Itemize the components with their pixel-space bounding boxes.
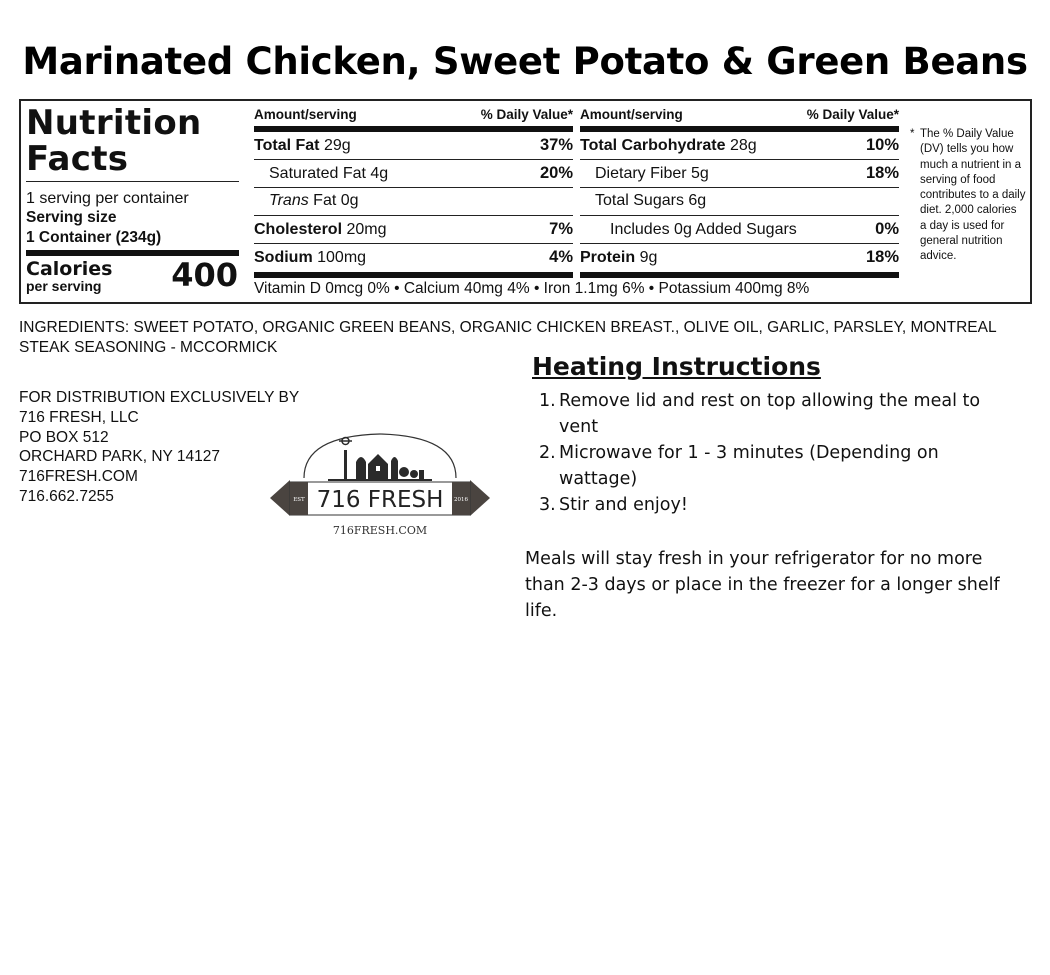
- heating-steps: [532, 388, 992, 518]
- nutrient-amount: Fat 0g: [313, 192, 359, 209]
- nutrient-label: Total Fat: [254, 137, 320, 154]
- header-amount: Amount/serving: [254, 107, 357, 122]
- calories-row: [26, 256, 240, 300]
- nutrient-dv: 4%: [549, 248, 573, 266]
- nutrient-amount: 4g: [370, 165, 389, 182]
- nutrient-row-saturated-fat: [254, 160, 573, 188]
- nutrient-row-protein: [580, 244, 899, 272]
- nutrition-heading-2: Facts: [26, 139, 129, 179]
- nutrient-amount: 100mg: [317, 249, 367, 266]
- farm-silhouette-icon: [328, 438, 432, 482]
- header-amount: Amount/serving: [580, 107, 683, 122]
- step-text: Microwave for 1 - 3 minutes (Depending on wattage): [559, 443, 939, 489]
- nutrient-amount: 29g: [323, 137, 351, 154]
- distributor-phone: 716.662.7255: [19, 487, 114, 505]
- nutrient-amount: 9g: [639, 249, 658, 266]
- step-number: 3.: [539, 495, 556, 515]
- distributor-po-box: PO BOX 512: [19, 428, 109, 446]
- nutrition-heading-1: Nutrition: [26, 103, 202, 143]
- step-text: Stir and enjoy!: [559, 495, 688, 515]
- nutrient-label: Trans: [269, 192, 309, 209]
- nutrient-label: Total Carbohydrate: [580, 137, 726, 154]
- nutrient-dv: 18%: [865, 164, 899, 182]
- nutrient-amount: 20mg: [346, 221, 387, 238]
- daily-value-footnote: [911, 127, 1026, 265]
- nutrient-label: Includes 0g Added Sugars: [610, 221, 797, 238]
- nutrition-summary: [26, 105, 240, 300]
- nutrient-label: Protein: [580, 249, 636, 266]
- logo-url: 716FRESH.COM: [332, 524, 428, 537]
- calories-per-serving: per serving: [26, 278, 102, 294]
- logo-est: EST: [293, 497, 305, 503]
- heating-step: [532, 492, 992, 518]
- nutrient-row-cholesterol: [254, 216, 573, 244]
- nutrient-dv: 18%: [865, 248, 899, 266]
- column-header: [254, 107, 573, 125]
- nutrient-row-dietary-fiber: [580, 160, 899, 188]
- nutrition-facts-panel: [19, 99, 1032, 304]
- nutrient-column-left: [254, 107, 573, 278]
- nutrient-row-trans-fat: [254, 188, 573, 216]
- divider: [26, 181, 239, 182]
- nutrient-label: Dietary Fiber: [595, 165, 687, 182]
- calories-label: Calories: [26, 258, 113, 280]
- nutrient-amount: 6g: [688, 192, 707, 209]
- logo-year: 2016: [454, 497, 468, 503]
- distributor-website: 716FRESH.COM: [19, 468, 138, 486]
- header-dv: % Daily Value*: [480, 107, 573, 122]
- distributor-city: ORCHARD PARK, NY 14127: [19, 448, 221, 466]
- nutrient-dv: 10%: [865, 136, 899, 154]
- product-title: Marinated Chicken, Sweet Potato & Green Beans: [22, 40, 1028, 83]
- nutrient-label: Cholesterol: [254, 221, 343, 238]
- nutrient-amount: 28g: [729, 137, 757, 154]
- nutrient-amount: 5g: [691, 165, 709, 182]
- serving-size-value: 1 Container (234g): [26, 229, 162, 246]
- step-text: Remove lid and rest on top allowing the meal to vent: [559, 391, 981, 437]
- footnote-text: The % Daily Value (DV) tells you how much a nutrient in a serving of food contributes to a daily diet. 2,000 calories a day is used for general nutrition advice.: [920, 128, 1026, 263]
- ribbon-end-left: [270, 480, 290, 516]
- ribbon-end-right: [470, 480, 490, 516]
- footnote-asterisk: *: [910, 128, 915, 140]
- distributor-line: FOR DISTRIBUTION EXCLUSIVELY BY: [19, 389, 300, 406]
- divider-thick: [580, 272, 899, 278]
- serving-size-label: Serving size: [26, 209, 117, 226]
- nutrient-dv: 7%: [549, 220, 573, 238]
- nutrient-row-total-sugars: [580, 188, 899, 216]
- nutrient-dv: 0%: [875, 220, 899, 238]
- distributor-info: [19, 388, 299, 507]
- step-number: 1.: [539, 391, 556, 411]
- vitamins-minerals: Vitamin D 0mcg 0% • Calcium 40mg 4% • Iron 1.1mg 6% • Potassium 400mg 8%: [254, 280, 810, 297]
- heating-instructions-title: Heating Instructions: [532, 352, 821, 381]
- nutrient-row-total-carbohydrate: [580, 132, 899, 160]
- calories-value: 400: [171, 256, 238, 294]
- ingredients-list: INGREDIENTS: SWEET POTATO, ORGANIC GREEN BEANS, ORGANIC CHICKEN BREAST., OLIVE OIL, GARLIC, PARSLEY, MONTREAL STEAK SEASONING - MCCORMICK: [19, 319, 996, 356]
- nutrient-label: Saturated Fat: [269, 165, 366, 182]
- nutrient-dv: 20%: [539, 164, 573, 182]
- nutrient-row-added-sugars: [580, 216, 899, 244]
- heating-step: [532, 440, 992, 492]
- step-number: 2.: [539, 443, 556, 463]
- servings-per-container: 1 serving per container: [26, 190, 189, 207]
- nutrient-row-sodium: [254, 244, 573, 272]
- brand-logo: [268, 428, 492, 540]
- nutrient-label: Sodium: [254, 249, 313, 266]
- header-dv: % Daily Value*: [806, 107, 899, 122]
- storage-note: Meals will stay fresh in your refrigerator for no more than 2-3 days or place in the freezer for a longer shelf life.: [525, 549, 1000, 621]
- heating-step: [532, 388, 992, 440]
- nutrient-column-right: [580, 107, 899, 278]
- nutrient-dv: 37%: [539, 136, 573, 154]
- column-header: [580, 107, 899, 125]
- nutrient-label: Total Sugars: [595, 192, 684, 209]
- divider-thick: [254, 272, 573, 278]
- logo-wordmark: 716 FRESH: [316, 487, 444, 513]
- nutrient-row-total-fat: [254, 132, 573, 160]
- distributor-name: 716 FRESH, LLC: [19, 408, 139, 426]
